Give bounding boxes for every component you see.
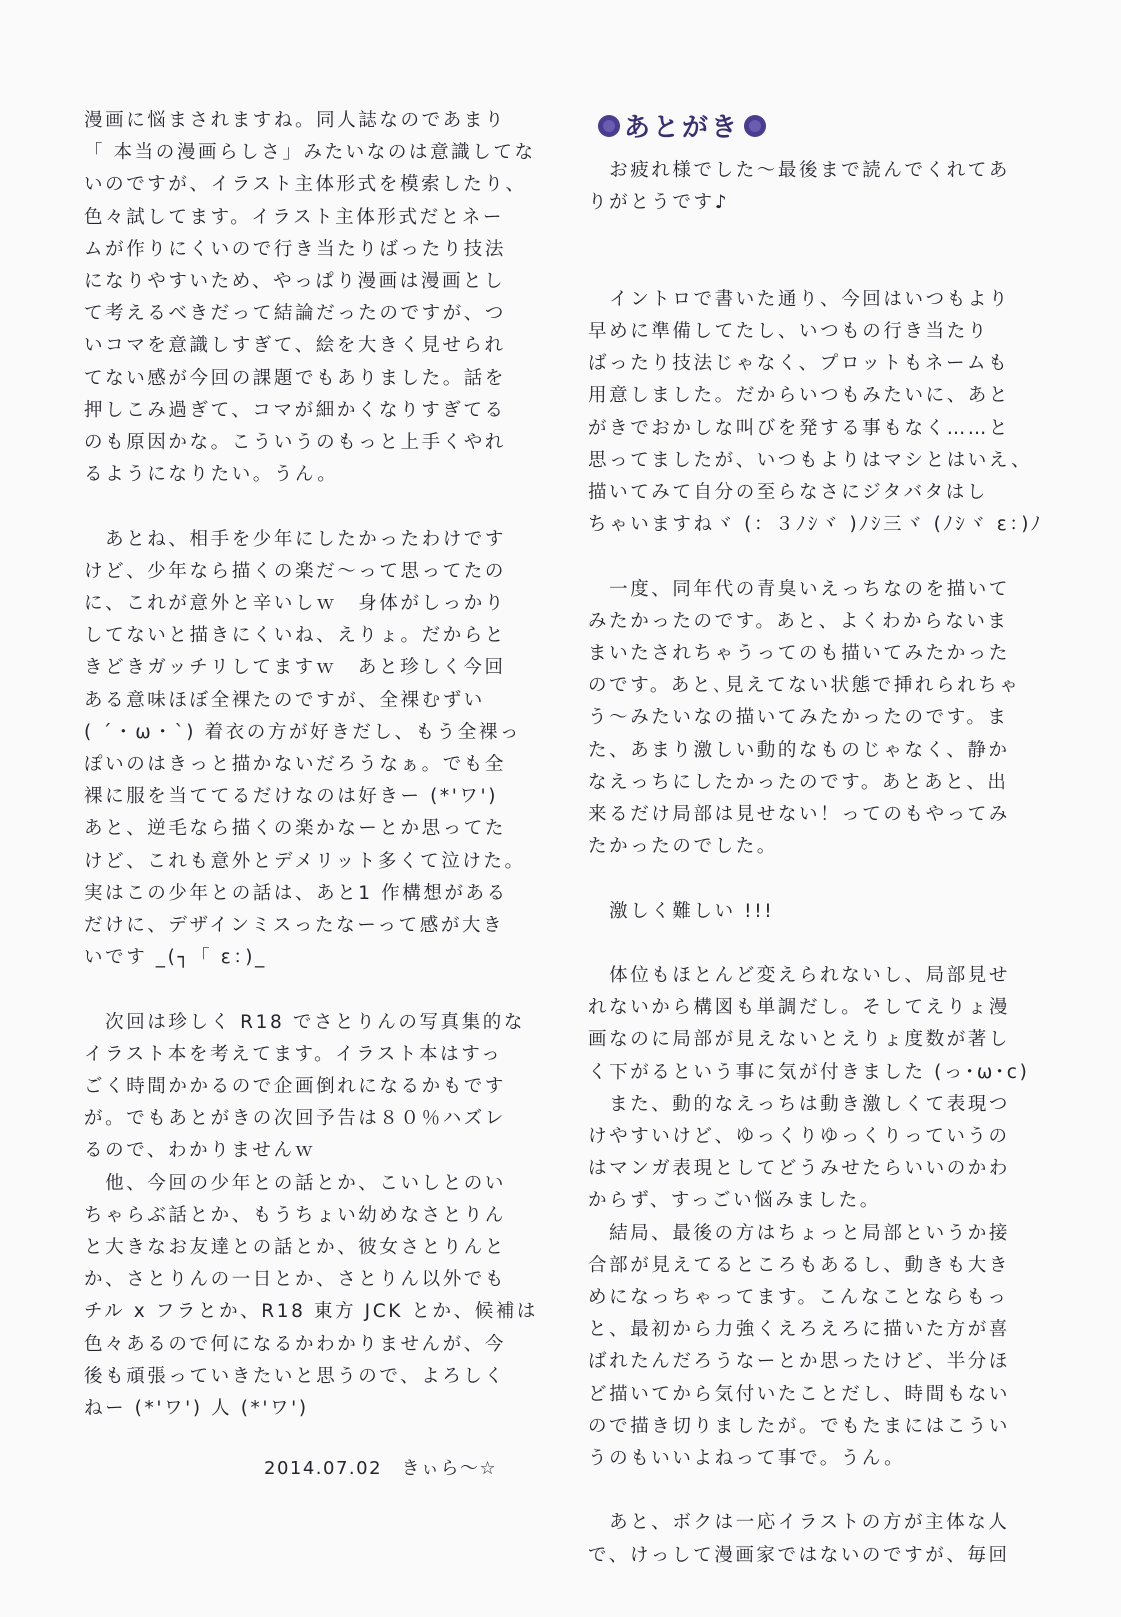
text-line: ねー (*'ワ') 人 (*'ワ') [84,1398,309,1419]
text-line: 後も頑張っていきたいと思うので、よろしく [84,1365,506,1387]
text-line: 押しこみ過ぎて、コマが細かくなりすぎてる [84,399,506,421]
text-line: 画なのに局部が見えないとえりょ度数が著し [588,1029,1011,1051]
text-line: けど、これも意外とデメリット多くて泣けた。 [84,850,526,872]
text-line: た、あまり激しい動的なものじゃなく、静か [588,739,1010,761]
text-line: 来るだけ局部は見せない！ってのもやってみ [588,804,1011,825]
text-line: 実はこの少年との話は、あと1 作構想がある [84,882,508,904]
text-line: て考えるべきだって結論だったのですが、つ [84,303,507,325]
text-line: だけに、デザインミスったなーって感が大き [84,915,505,936]
text-line: 早めに準備してたし、いつもの行き当たり [588,321,989,342]
text-line: と大きなお友達との話とか、彼女さとりんと [84,1237,507,1258]
text-line: うのもいいよねって事で。うん。 [588,1448,906,1469]
text-line: 一度、同年代の青臭いえっちなのを描いて [588,578,1011,600]
circle-bullet-icon [744,115,766,137]
text-line: あとね、相手を少年にしたかったわけです [84,528,507,550]
text-line: ( ´・ω・`) 着衣の方が好きだし、もう全裸っ [84,721,522,743]
text-line: 他、今回の少年との話とか、こいしとのい [84,1172,507,1194]
text-line: きどきガッチリしてますｗ あと珍しく今回 [84,657,506,679]
text-line: るようになりたい。うん。 [84,464,339,486]
text-line: がきでおかしな叫びを発する事もなく……と [588,417,1011,439]
text-line: たかったのでした。 [588,836,778,858]
text-line: りがとうです♪ [588,192,730,214]
text-line: 激しく難しい !!! [588,900,775,922]
text-line: ぽいのはきっと描かないだろうなぁ。でも全 [84,754,507,775]
text-line: 用意しました。だからいつもみたいに、あと [588,385,1011,407]
text-line: お疲れ様でした～最後まで読んでくれてあ [588,160,1011,181]
text-line: ちゃらぶ話とか、もうちょい幼めなさとりん [84,1204,507,1226]
circle-bullet-icon [598,115,620,137]
text-line: 色々試してます。イラスト主体形式だとネー [84,206,504,228]
text-line: か、さとりんの一日とか、さとりん以外でも [84,1269,507,1291]
text-line: ばれたんだろうなーとか思ったけど、半分ほ [588,1351,1011,1373]
text-line: いのですが、イラスト主体形式を模索したり、 [84,174,527,196]
text-line: 思ってましたが、いつもよりはマシとはいえ、 [588,449,1033,471]
afterword-title: あとがき [624,113,741,143]
text-line: 次回は珍しく R18 でさとりんの写真集的な [84,1011,525,1033]
text-line: 合部が見えてるところもあるし、動きも大き [588,1254,1011,1276]
text-line: チル x フラとか、R18 東方 JCK とか、候補は [84,1301,539,1323]
text-line: ど描いてから気付いたことだし、時間もない [588,1383,1011,1405]
text-line: になりやすいため、やっぱり漫画は漫画とし [84,271,506,292]
text-line: 裸に服を当ててるだけなのは好きー (*'ワ') [84,786,499,808]
text-line: まいたされちゃうってのも描いてみたかった [588,643,1011,664]
text-line: るので、わかりませんｗ [84,1140,316,1162]
text-line: ので描き切りましたが。でもたまにはこうい [588,1415,1011,1437]
text-line: ごく時間かかるので企画倒れになるかもです [84,1076,507,1097]
text-line: く下がるという事に気が付きました (っ･ω･c) [588,1061,1030,1083]
text-line: けど、少年なら描くの楽だ～って思ってたの [84,560,507,582]
text-line: けやすいけど、ゆっくりゆっくりっていうの [588,1126,1010,1147]
text-line: めになっちゃってます。こんなことならもっ [588,1287,1009,1308]
text-line: う～みたいなの描いてみたかったのです。ま [588,707,1009,729]
text-line: いコマを意識しすぎて、絵を大きく見せられ [84,335,506,357]
text-line: また、動的なえっちは動き激しくて表現つ [588,1093,1011,1115]
text-line: あと、ボクは一応イラストの方が主体な人 [588,1512,1010,1534]
text-line: 描いてみて自分の至らなさにジタバタはし [588,482,988,503]
text-line: れないから構図も単調だし。そしてえりょ漫 [588,997,1011,1019]
text-line: からず、すっごい悩みました。 [588,1190,881,1212]
text-line: 色々あるので何になるかわかりませんが、今 [84,1333,507,1355]
text-line: あと、逆毛なら描くの楽かなーとか思ってた [84,818,507,840]
text-line: いです _(┐「 ε：)_ [84,947,267,969]
text-line: ちゃいますねヾ (：３ﾉｼヾ )ﾉｼ三ヾ (ﾉｼヾ ε：)ﾉ [588,514,1043,536]
text-line: が。でもあとがきの次回予告は８０％ハズレ [84,1108,507,1130]
text-line: 結局、最後の方はちょっと局部というか接 [588,1222,1011,1244]
text-line: ある意味ほぼ全裸たのですが、全裸むずい [84,689,485,711]
text-line: イラスト本を考えてます。イラスト本はすっ [84,1043,503,1065]
text-line: てない感が今回の課題でもありました。話を [84,367,507,389]
text-line: で、けっして漫画家ではないのですが、毎回 [588,1544,1010,1566]
text-line: に、これが意外と辛いしｗ 身体がしっかり [84,593,507,614]
text-line: と、最初から力強くえろえろに描いた方が喜 [588,1319,1011,1341]
text-line: みたかったのです。あと、よくわからないま [588,610,1009,632]
text-line: してないと描きにくいね、えりょ。だからと [84,625,507,647]
text-line: はマンガ表現としてどうみせたらいいのかわ [588,1158,1011,1180]
text-line: 漫画に悩まされますね。同人誌なのであまり [84,110,507,131]
date-signature: 2014.07.02 きぃら～☆ [264,1458,498,1479]
text-line: のです。あと､見えてない状態で挿れられちゃ [588,675,1021,697]
text-line: ムが作りにくいので行き当たりばったり技法 [84,238,507,260]
text-line: のも原因かな。こういうのもっと上手くやれ [84,432,507,453]
text-line: 体位もほとんど変えられないし、局部見せ [588,965,1011,986]
afterword-heading [594,107,770,144]
text-line: イントロで書いた通り、今回はいつもより [588,288,1011,310]
text-line: 「 本当の漫画らしさ」みたいなのは意識してな [84,142,536,164]
text-line: ばったり技法じゃなく、プロットもネームも [588,353,1010,375]
text-line: なえっちにしたかったのです。あとあと、出 [588,771,1009,793]
